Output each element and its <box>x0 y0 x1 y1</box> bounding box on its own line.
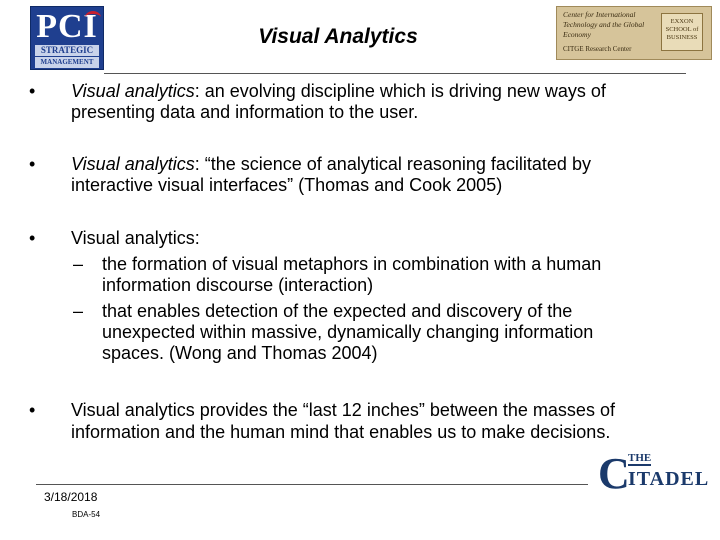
citadel-logo-name: ITADEL <box>628 468 710 490</box>
slide-title: Visual Analytics <box>258 25 418 48</box>
bullet-1-term: Visual analytics <box>71 81 195 101</box>
pci-logo-band-strategic: STRATEGIC <box>35 45 99 56</box>
header-divider <box>104 73 686 74</box>
bullet-1-line-1 <box>71 81 606 102</box>
subitem-1-line-2: information discourse (interaction) <box>102 275 374 295</box>
bullet-icon: • <box>29 228 36 248</box>
exxon-school-badge: EXXON SCHOOL of BUSINESS <box>661 13 703 51</box>
citadel-logo-the: THE <box>628 452 652 464</box>
bullet-4-line-2: information and the human mind that enables us to make decisions. <box>71 422 611 442</box>
subitem-1-line-1: the formation of visual metaphors in combination with a human <box>102 254 602 274</box>
bullet-icon: • <box>29 154 36 174</box>
footer-divider <box>36 484 588 485</box>
citadel-logo-initial: C <box>598 449 630 498</box>
bullet-1-text: : an evolving discipline which is driving new ways of <box>194 81 606 101</box>
bullet-2-text: : “the science of analytical reasoning facilitated by <box>194 154 591 174</box>
subitem-2-line-2: unexpected within massive, dynamically changing information <box>102 322 594 342</box>
bullet-4-line-1: Visual analytics provides the “last 12 inches” between the masses of <box>71 400 615 420</box>
bullet-icon: • <box>29 81 36 101</box>
bullet-2-term: Visual analytics <box>71 154 195 174</box>
subitem-2-line-3: spaces. (Wong and Thomas 2004) <box>102 343 378 363</box>
subitem-2-line-1: that enables detection of the expected and discovery of the <box>102 301 573 321</box>
footer-date: 3/18/2018 <box>44 490 98 504</box>
citge-logo-text: Center for International Technology and the Global Economy <box>563 10 645 39</box>
citge-logo-sub: CITGE Research Center <box>563 45 632 53</box>
dash-icon: – <box>73 301 84 321</box>
pci-logo-letters: PCI <box>36 8 98 45</box>
bullet-3-line-1: Visual analytics: <box>71 228 200 248</box>
footer-page-number: BDA-54 <box>72 510 101 519</box>
pci-swoosh-icon <box>85 11 101 24</box>
bullet-2-line-1 <box>71 154 591 175</box>
dash-icon: – <box>73 254 84 274</box>
bullet-2-line-2: interactive visual interfaces” (Thomas and Cook 2005) <box>71 175 503 195</box>
bullet-1-line-2: presenting data and information to the user. <box>71 102 419 122</box>
citge-logo <box>556 6 712 60</box>
pci-logo-band-management: MANAGEMENT <box>35 57 99 68</box>
bullet-icon: • <box>29 400 36 420</box>
citadel-logo <box>590 446 710 498</box>
